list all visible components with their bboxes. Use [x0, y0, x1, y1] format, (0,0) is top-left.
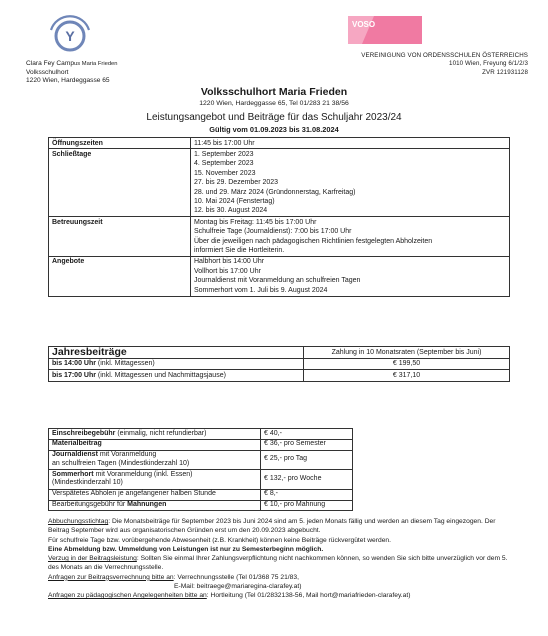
- opening-hours-label: Öffnungszeiten: [49, 138, 191, 149]
- table-row: [49, 256, 510, 296]
- clara-fey-logo: [40, 14, 100, 58]
- table-row: Bearbeitungsgebühr für Mahnungen € 10,- pro Mahnung: [49, 500, 353, 511]
- logo-letter: Y: [65, 28, 75, 44]
- table-row: [49, 149, 510, 217]
- deregistration-note: Eine Abmeldung bzw. Ummeldung von Leistungen ist nur zu Semesterbeginn möglich.: [48, 545, 324, 553]
- voso-address: VEREINIGUNG VON ORDENSSCHULEN ÖSTERREICHS 1010 Wien, Freyung 6/1/2/3 ZVR 121931128: [361, 52, 528, 76]
- offers-list: Halbhort bis 14:00 Uhr Vollhort bis 17:00 Uhr Journaldienst mit Voranmeldung an schulfreien Tagen Sommerhort vom 1. Juli bis 9. August 2024: [191, 256, 510, 296]
- billing-email: E-Mail: beitraege@mariaregina-clarafey.at): [174, 583, 302, 591]
- table-row: Verspätetes Abholen je angefangener halben Stunde € 8,-: [49, 489, 353, 500]
- validity-period: Gültig vom 01.09.2023 bis 31.08.2024: [209, 125, 339, 134]
- fee-row-label: bis 17:00 Uhr (inkl. Mittagessen und Nachmittagsjause): [49, 370, 304, 382]
- additional-fees-table: [48, 428, 353, 511]
- billing-contact: Anfragen zur Beitragsverrechnung bitte an: Verrechnungsstelle (Tel 01/368 75 21/83,: [48, 573, 299, 581]
- page-title: Volksschulhort Maria Frieden: [200, 86, 348, 98]
- fee-row-label: bis 14:00 Uhr (inkl. Mittagessen): [49, 358, 304, 370]
- offers-label: Angebote: [49, 256, 191, 296]
- service-table: [48, 137, 510, 297]
- voso-logo: [344, 14, 422, 46]
- annual-fees-table: [48, 346, 510, 382]
- refund-note: Für schulfreie Tage bzw. vorübergehende Abwesenheit (z.B. Krankheit) können keine Beiträge rückvergütet werden.: [48, 536, 391, 544]
- closing-days-list: 1. September 2023 4. September 2023 15. November 2023 27. bis 29. Dezember 2023 28. und 29. März 2024 (Gründonnerstag, Karfreitag) 10. Mai 2024 (Fenstertag) 12. bis 30. August 2024: [191, 149, 510, 217]
- payment-delay-note: Verzug in der Beitragsleistung: Sollten Sie einmal Ihrer Zahlungsverpflichtung nicht nachkommen können, so wenden Sie sich bitte unverzüglich vor dem 5. des Monats an die Verrechnungsstelle.: [48, 555, 508, 572]
- table-row: Sommerhort mit Voranmeldung (inkl. Essen) (Mindestkinderzahl 10) € 132,- pro Woche: [49, 470, 353, 490]
- debit-date-note: Abbuchungsstichtag: Die Monatsbeiträge für September 2023 bis Juni 2024 sind am 5. jeden Monats fällig und werden an diesem Tag eingezogen. Der Beitrag September wird aus organisatorischen Gründen erst um den 20.09.2023 abgebucht.: [48, 518, 496, 535]
- table-row: [49, 347, 510, 359]
- document-subtitle: Leistungsangebot und Beiträge für das Schuljahr 2023/24: [146, 112, 402, 123]
- table-row: [49, 370, 510, 382]
- table-row: Einschreibegebühr (einmalig, nicht refundierbar) € 40,-: [49, 429, 353, 440]
- pedagogical-contact: Anfragen zu pädagogischen Angelegenheiten bitte an: Hortleitung (Tel 01/2832138-56, Mail hort@mariafrieden-clarafey.at): [48, 592, 411, 600]
- campus-address: Clara Fey Campus Maria Frieden Volksschulhort 1220 Wien, Hardeggasse 65: [26, 60, 118, 85]
- table-row: Journaldienst mit Voranmeldung an schulfreien Tagen (Mindestkinderzahl 10) € 25,- pro Tag: [49, 450, 353, 470]
- table-row: Materialbeitrag € 36,- pro Semester: [49, 439, 353, 450]
- table-row: [49, 358, 510, 370]
- annual-fees-subhead: Zahlung in 10 Monatsraten (September bis Juni): [304, 347, 510, 359]
- annual-fees-title: Jahresbeiträge: [49, 347, 304, 359]
- svg-text:VOSO: VOSO: [352, 20, 376, 29]
- table-row: [49, 217, 510, 257]
- care-time-list: Montag bis Freitag: 11:45 bis 17:00 Uhr Schulfreie Tage (Journaldienst): 7:00 bis 17:00 Uhr Über die jeweiligen nach pädagogischen Richtlinien festgelegten Abholzeiten informiert Sie die Hortleiterin.: [191, 217, 510, 257]
- opening-hours-value: 11:45 bis 17:00 Uhr: [191, 138, 510, 149]
- closing-days-label: Schließtage: [49, 149, 191, 217]
- header-address: 1220 Wien, Hardeggasse 65, Tel 01/283 21 38/56: [199, 100, 349, 107]
- care-time-label: Betreuungszeit: [49, 217, 191, 257]
- fee-row-amount: € 317,10: [304, 370, 510, 382]
- table-row: [49, 138, 510, 149]
- footer-notes: [48, 517, 510, 601]
- fee-row-amount: € 199,50: [304, 358, 510, 370]
